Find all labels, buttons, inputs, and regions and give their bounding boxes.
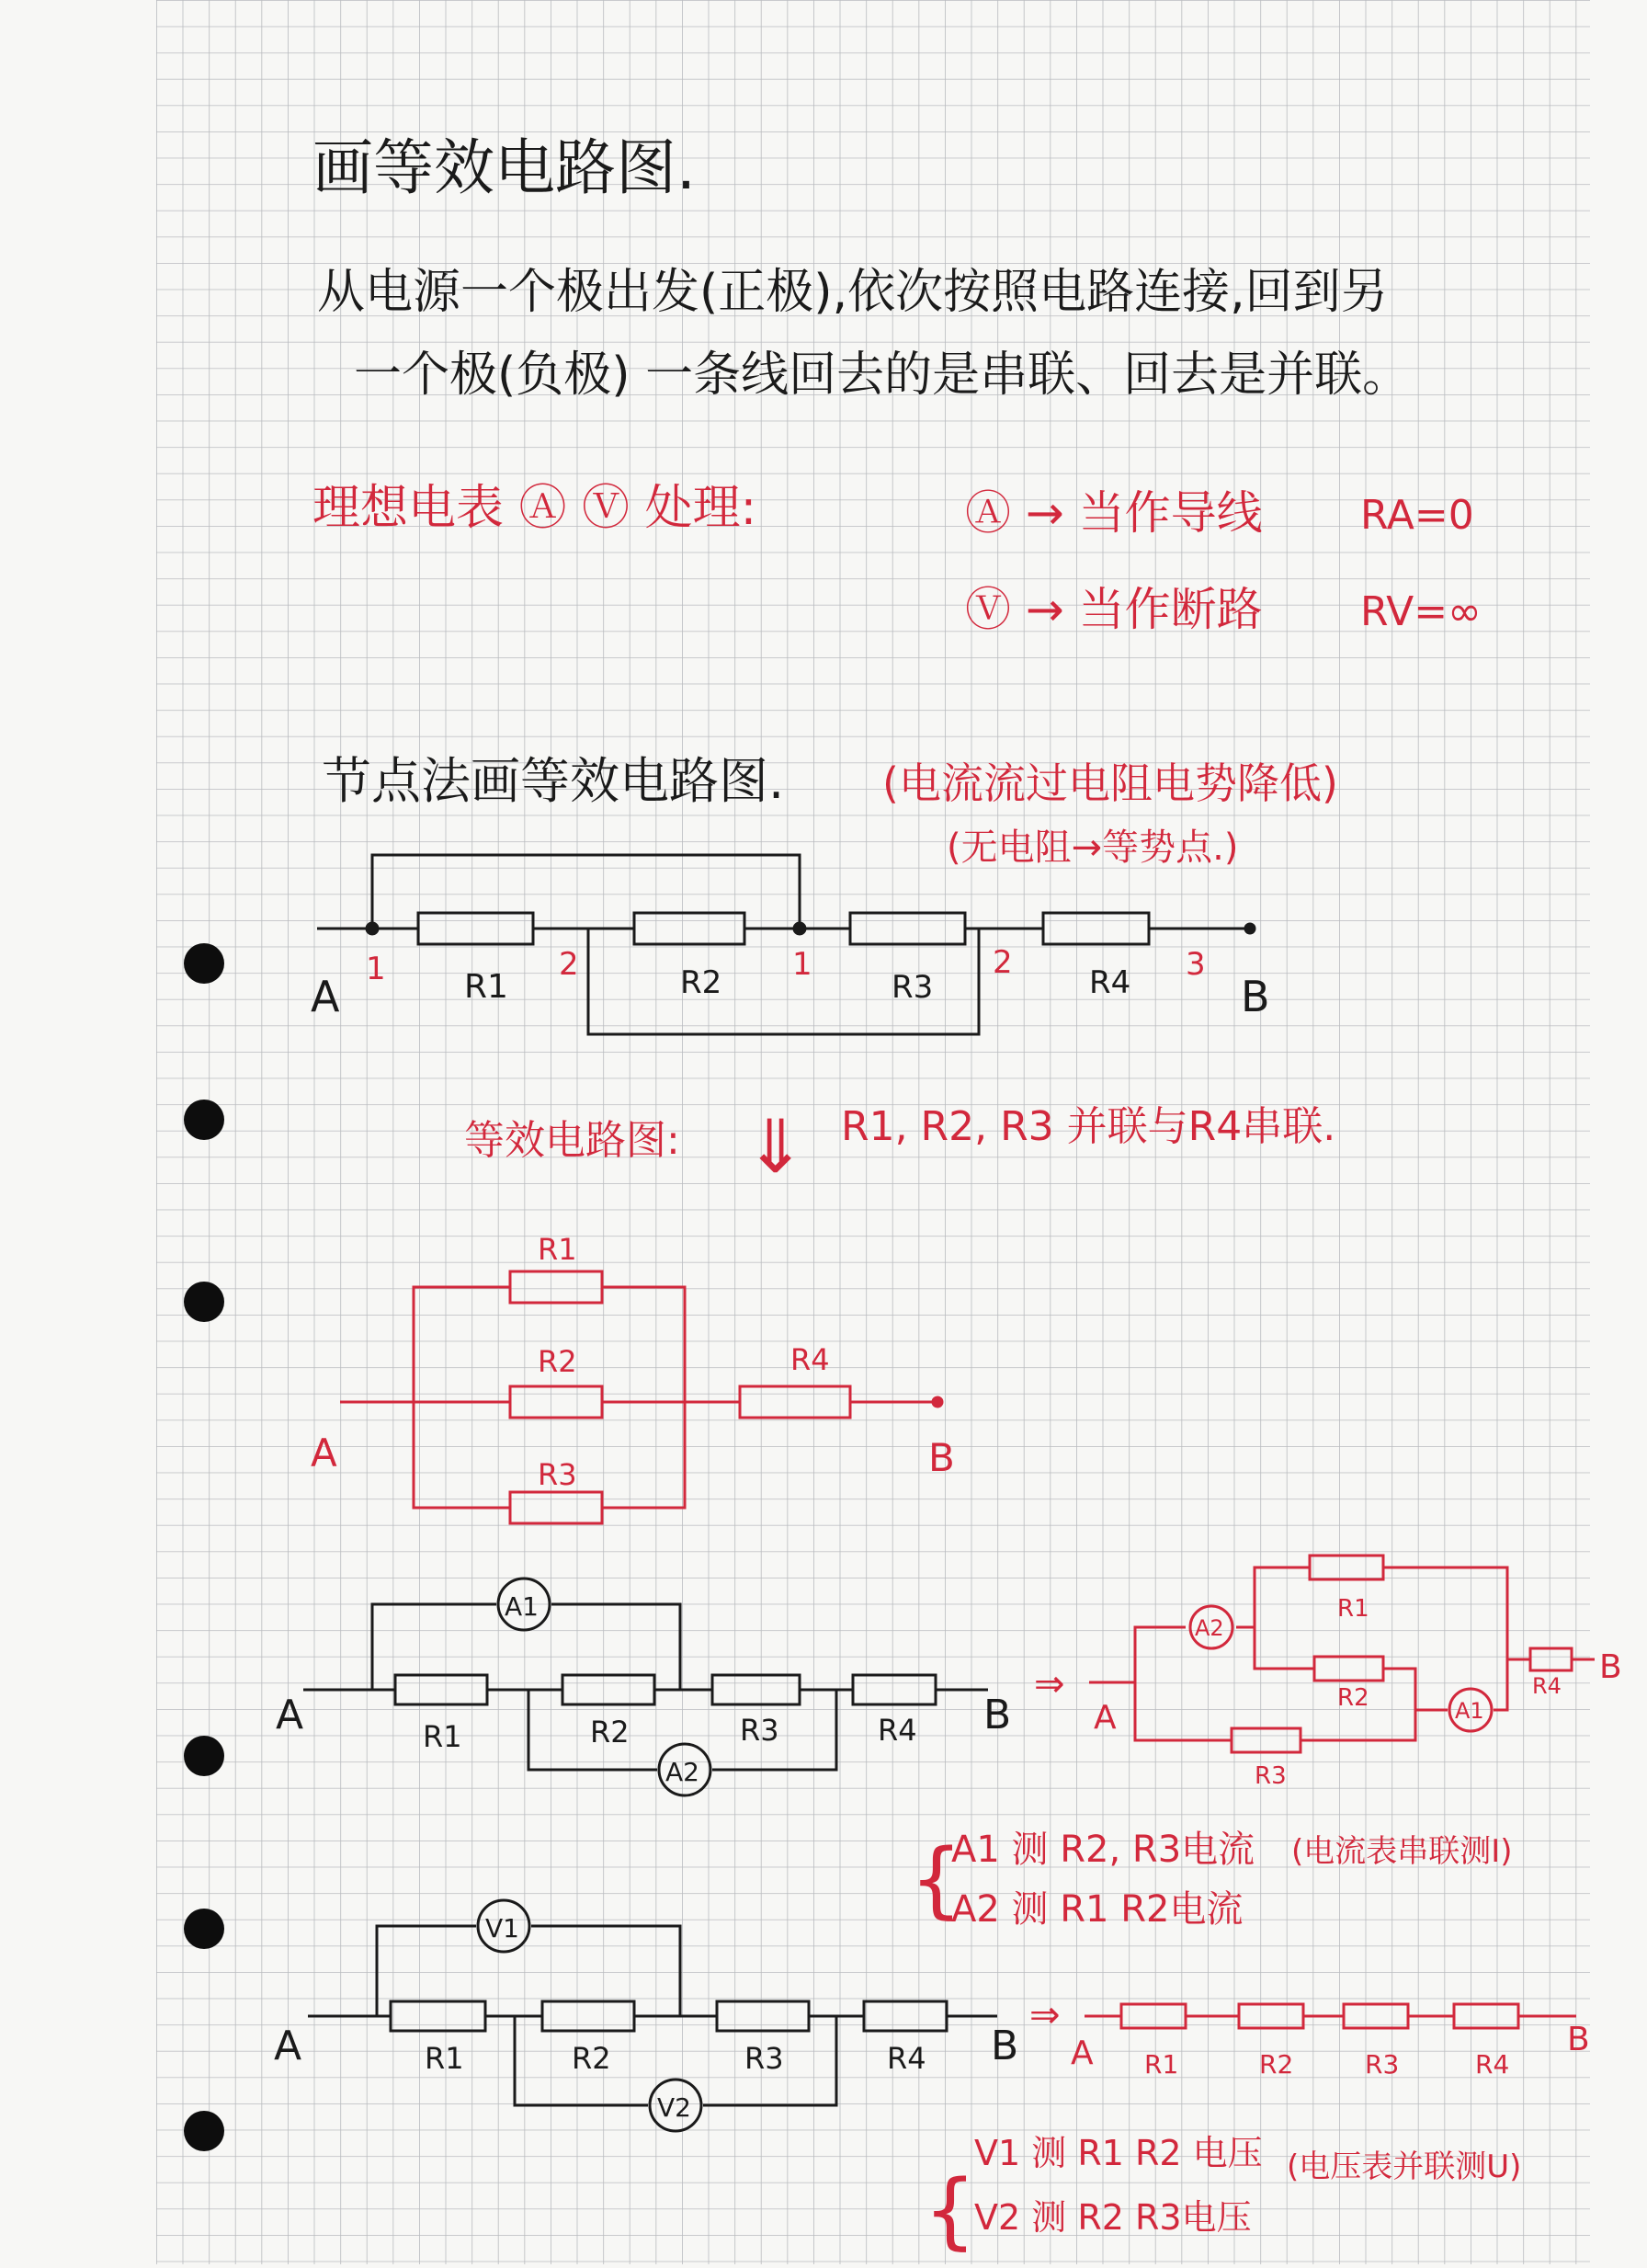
node-method-note-2: (无电阻→等势点.) [947,826,1239,869]
ammeter-rule: Ⓐ → 当作导线 [965,486,1263,540]
c2-r2-label: R2 [538,1344,577,1379]
c3-note-a1: A1 测 R2, R3电流 [951,1829,1255,1871]
rule-line-1: 从电源一个极出发(正极),依次按照电路连接,回到另 [317,265,1389,320]
c3eq-r3-label: R3 [1255,1762,1287,1790]
c4-meter-v1: V1 [485,1913,519,1943]
c2-r1-label: R1 [538,1232,577,1267]
c3-terminal-b: B [983,1692,1012,1738]
c3-r1-label: R1 [423,1719,462,1754]
c1-terminal-a: A [311,972,340,1021]
c3eq-r4-label: R4 [1532,1673,1562,1699]
c1-node-1a: 1 [366,951,386,987]
c3-brace: { [910,1831,963,1928]
c1-node-2b: 2 [993,944,1013,981]
c4eq-terminal-a: A [1071,2034,1094,2072]
c3-r3-label: R3 [740,1713,779,1748]
c4-note-side: (电压表并联测U) [1287,2148,1522,2185]
c3eq-r2-label: R2 [1337,1684,1369,1712]
c3eq-terminal-a: A [1094,1699,1117,1737]
c4-terminal-a: A [274,2023,302,2069]
c3-meter-a2: A2 [665,1757,699,1787]
equivalent-label: 等效电路图: [464,1117,680,1164]
c1-node-2a: 2 [559,946,579,983]
c4-arrow: ⇒ [1029,1994,1061,2036]
c4-note-v1: V1 测 R1 R2 电压 [974,2133,1263,2173]
c4-terminal-b: B [991,2023,1019,2069]
c4eq-r3-label: R3 [1365,2049,1400,2080]
c4eq-r2-label: R2 [1259,2049,1294,2080]
c4eq-terminal-b: B [1567,2021,1590,2058]
c2-terminal-a: A [311,1430,337,1476]
c1-r3-label: R3 [892,969,934,1006]
c3eq-r1-label: R1 [1337,1595,1369,1623]
meters-heading: 理想电表 Ⓐ Ⓥ 处理: [312,481,757,536]
node-method-heading: 节点法画等效电路图. [322,752,785,810]
ammeter-resistance: RA=0 [1360,492,1474,539]
c3eq-meter-a1: A1 [1455,1698,1484,1724]
c1-r1-label: R1 [464,968,508,1006]
equivalent-conclusion: R1, R2, R3 并联与R4串联. [841,1103,1336,1150]
c4-brace: { [924,2162,977,2259]
page-title: 画等效电路图. [312,132,696,203]
c1-node-3: 3 [1186,946,1206,983]
c4-note-v2: V2 测 R2 R3电压 [974,2197,1252,2238]
c3-arrow: ⇒ [1034,1663,1065,1705]
c4-r2-label: R2 [572,2041,611,2076]
c3-terminal-a: A [276,1692,304,1738]
c3-r2-label: R2 [590,1715,630,1749]
c2-r4-label: R4 [790,1342,830,1377]
c1-terminal-b: B [1241,972,1270,1021]
voltmeter-rule: Ⓥ → 当作断路 [965,583,1263,636]
c4-r3-label: R3 [744,2041,784,2076]
c4eq-r4-label: R4 [1475,2049,1510,2080]
c4-r1-label: R1 [425,2041,464,2076]
c1-node-1b: 1 [792,946,812,983]
voltmeter-resistance: RV=∞ [1360,588,1482,635]
c2-terminal-b: B [928,1435,955,1480]
equivalent-arrow: ⇓ [744,1104,807,1190]
c3eq-meter-a2: A2 [1195,1615,1224,1641]
c3eq-terminal-b: B [1599,1648,1622,1686]
c3-note-a2: A2 测 R1 R2电流 [951,1888,1244,1931]
c1-r2-label: R2 [680,964,722,1001]
c1-r4-label: R4 [1089,964,1131,1001]
c3-note-side: (电流表串联测I) [1291,1833,1513,1870]
c2-r3-label: R3 [538,1457,577,1492]
c4eq-r1-label: R1 [1144,2049,1179,2080]
c4-meter-v2: V2 [657,2092,691,2123]
c4-r4-label: R4 [887,2041,926,2076]
c3-r4-label: R4 [878,1713,917,1748]
c3-meter-a1: A1 [505,1591,539,1622]
rule-line-2: 一个极(负极) 一条线回去的是串联、回去是并联。 [354,348,1411,403]
node-method-note-1: (电流流过电阻电势降低) [882,758,1338,808]
